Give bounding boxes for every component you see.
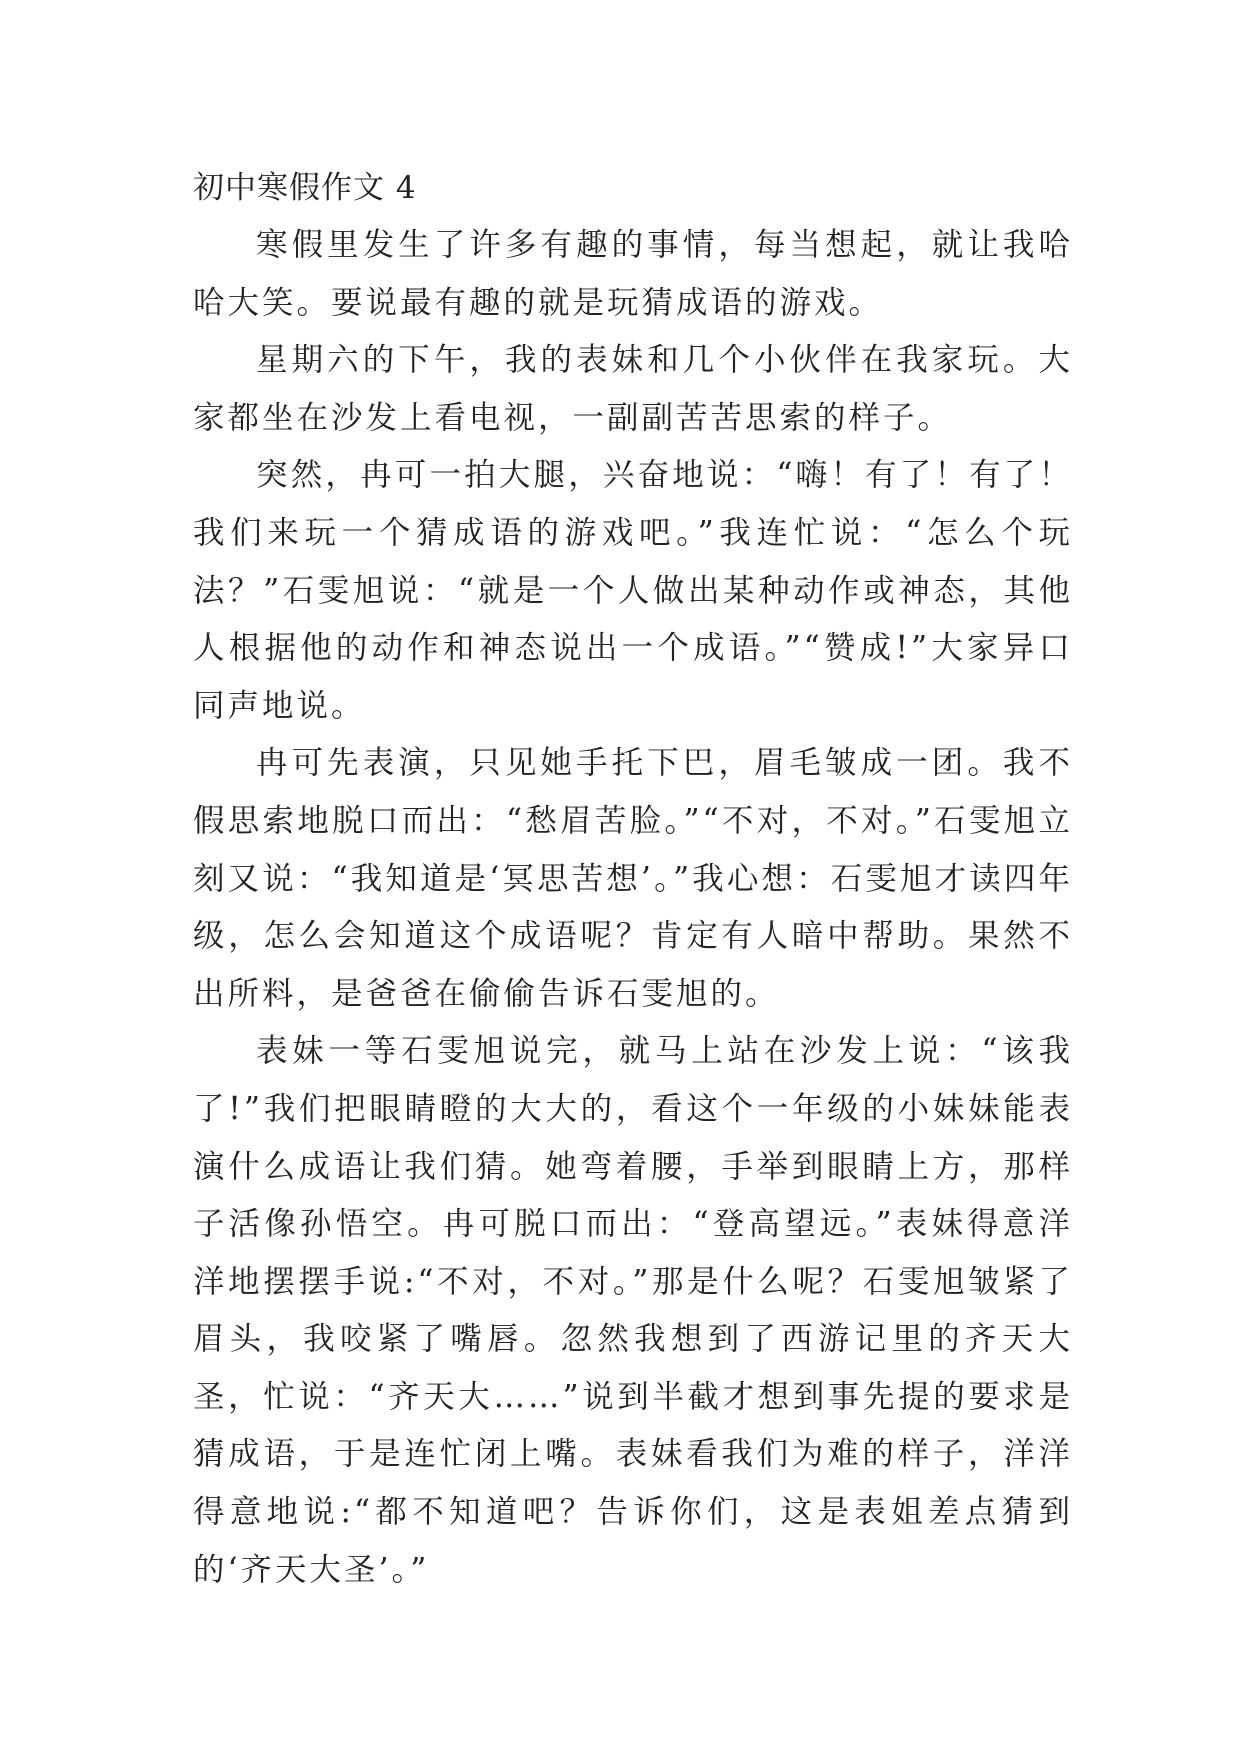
paragraph: 冉可先表演，只见她手托下巴，眉毛皱成一团。我不假思索地脱口而出：“愁眉苦脸。”“不对，不对。”石雯旭立刻又说：“我知道是‘冥思苦想’。”我心想：石雯旭才读四年级，怎么会知道这个成语呢？肯定有人暗中帮助。果然不出所料，是爸爸在偷偷告诉石雯旭的。 [193, 745, 1073, 1012]
paragraph: 寒假里发生了许多有趣的事情，每当想起，就让我哈哈大笑。要说最有趣的就是玩猜成语的游戏。 [193, 227, 1073, 321]
paragraph: 星期六的下午，我的表妹和几个小伙伴在我家玩。大家都坐在沙发上看电视，一副副苦苦思索的样子。 [193, 342, 1073, 436]
document-body [193, 160, 1073, 1599]
paragraph: 表妹一等石雯旭说完，就马上站在沙发上说：“该我了!”我们把眼睛瞪的大大的，看这个一年级的小妹妹能表演什么成语让我们猜。她弯着腰，手举到眼睛上方，那样子活像孙悟空。冉可脱口而出：“登高望远。”表妹得意洋洋地摆摆手说:“不对，不对。”那是什么呢？石雯旭皱紧了眉头，我咬紧了嘴唇。忽然我想到了西游记里的齐天大圣，忙说：“齐天大……”说到半截才想到事先提的要求是猜成语，于是连忙闭上嘴。表妹看我们为难的样子，洋洋得意地说:“都不知道吧？告诉你们，这是表姐差点猜到的‘齐天大圣’。” [193, 1033, 1073, 1588]
paragraph: 突然，冉可一拍大腿，兴奋地说：“嗨！有了！有了！我们来玩一个猜成语的游戏吧。”我连忙说：“怎么个玩法？”石雯旭说：“就是一个人做出某种动作或神态，其他人根据他的动作和神态说出一个成语。”“赞成!”大家异口同声地说。 [193, 457, 1073, 724]
document-title: 初中寒假作文 4 [193, 170, 417, 206]
